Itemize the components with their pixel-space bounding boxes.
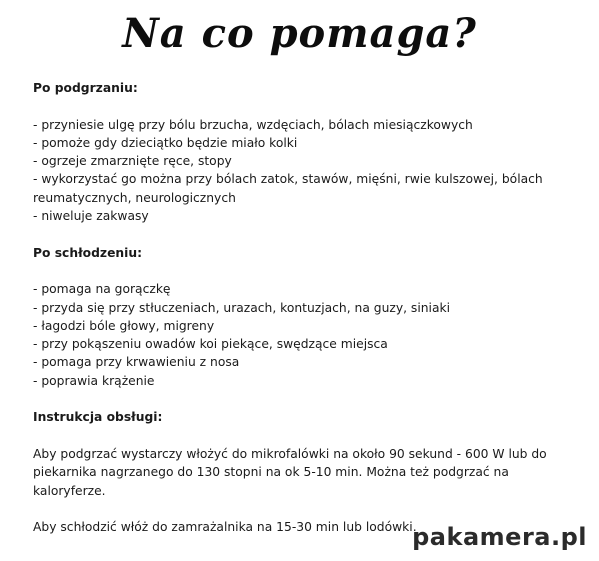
watermark-logo: pakamera.pl: [412, 523, 587, 551]
list-item: - pomaga na gorączkę: [33, 282, 171, 297]
list-item: - poprawia krążenie: [33, 373, 155, 388]
spacer: [33, 225, 553, 243]
list-item: - ogrzeje zmarznięte ręce, stopy: [33, 154, 232, 169]
instructions-heating-paragraph: Aby podgrzać wystarczy włożyć do mikrofalówki na około 90 sekund - 600 W lub do piekarnika nagrzanego do 130 stopni na ok 5-10 min. Można też podgrzać na kaloryferze.: [33, 446, 547, 498]
page-title: Na co pomaga?: [122, 10, 477, 57]
list-item: - niweluje zakwasy: [33, 209, 149, 224]
section-heading-heating: Po podgrzaniu:: [33, 81, 138, 95]
heating-benefits-list: [33, 116, 553, 226]
instructions-cooling-paragraph: Aby schłodzić włóż do zamrażalnika na 15-30 min lub lodówki.: [33, 520, 417, 535]
list-item: - przyda się przy stłuczeniach, urazach, kontuzjach, na guzy, siniaki: [33, 300, 451, 315]
list-item: - przy pokąszeniu owadów koi piekące, swędzące miejsca: [33, 337, 388, 352]
list-item: - pomoże gdy dzieciątko będzie miało kolki: [33, 135, 298, 150]
cooling-benefits-list: [33, 280, 553, 390]
spacer: [33, 427, 553, 445]
spacer: [33, 97, 553, 115]
list-item: - wykorzystać go można przy bólach zatok, stawów, mięśni, rwie kulszowej, bólach reumatycznych, neurologicznych: [33, 172, 543, 205]
list-item: - łagodzi bóle głowy, migreny: [33, 318, 215, 333]
spacer: [33, 500, 553, 518]
list-item: - przyniesie ulgę przy bólu brzucha, wzdęciach, bólach miesiączkowych: [33, 117, 473, 132]
section-heading-cooling: Po schłodzeniu:: [33, 245, 143, 260]
list-item: - pomaga przy krwawieniu z nosa: [33, 355, 240, 370]
section-heading-instructions: Instrukcja obsługi:: [33, 410, 163, 425]
spacer: [33, 390, 553, 408]
spacer: [33, 262, 553, 280]
description-body: [33, 79, 553, 536]
